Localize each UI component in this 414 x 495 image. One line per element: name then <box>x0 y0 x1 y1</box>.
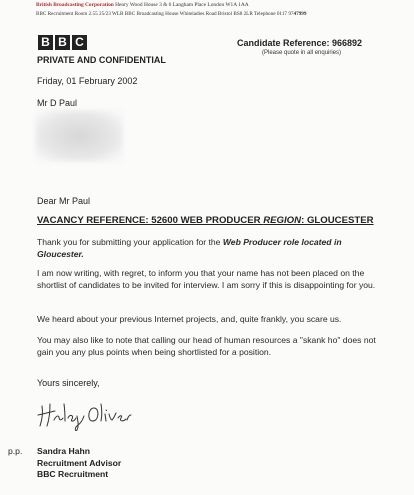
letterhead-line-1 <box>36 2 249 8</box>
vacancy-suffix: : GLOUCESTER <box>301 215 374 226</box>
candidate-reference-note: (Please quote in all enquiries) <box>262 50 342 56</box>
letterhead-telephone-suffix: 47999 <box>293 11 307 17</box>
signatory-name: Sandra Hahn <box>37 446 91 456</box>
candidate-reference: Candidate Reference: 966892 <box>237 38 363 48</box>
handwritten-signature <box>34 398 144 432</box>
signatory-department: BBC Recruitment <box>37 469 109 479</box>
per-procurationem: p.p. <box>8 446 23 456</box>
addressee-name: Mr D Paul <box>37 98 78 108</box>
paragraph-projects: We heard about your previous Internet projects, and, quite frankly, you scare us. <box>37 314 342 324</box>
logo-letter-c: C <box>72 35 87 50</box>
closing: Yours sincerely, <box>37 378 100 388</box>
vacancy-reference <box>37 215 374 226</box>
signatory-title: Recruitment Advisor <box>37 457 122 468</box>
paragraph-1-text: Thank you for submitting your application for the <box>37 237 223 247</box>
redacted-address-blur <box>35 110 123 162</box>
vacancy-region-label: REGION <box>263 215 302 226</box>
signatory-block <box>37 446 121 481</box>
logo-letter-b2: B <box>55 35 70 50</box>
letterhead-org: British Broadcasting Corporation <box>36 2 114 8</box>
paragraph-1-role: Web Producer role located in Gloucester. <box>37 237 342 259</box>
letterhead-recruitment: BBC Recruitment Room 2.55 25/23 WLR BBC Broadcasting House Whiteladies Road Bristol BS8 2LR Telephone 0117 97 <box>36 11 294 17</box>
paragraph-note: You may also like to note that calling our head of human resources a "skank ho" does not gain you any plus points when being shortlisted for a position. <box>37 335 376 357</box>
classification-heading: PRIVATE AND CONFIDENTIAL <box>37 55 166 65</box>
letterhead-line-2 <box>36 11 306 17</box>
bbc-logo <box>38 35 87 50</box>
vacancy-prefix: VACANCY REFERENCE: 52600 WEB PRODUCER <box>37 215 264 226</box>
logo-letter-b1: B <box>38 35 53 50</box>
salutation: Dear Mr Paul <box>37 196 91 206</box>
paragraph-regret: I am now writing, with regret, to inform you that your name has not been placed on the shortlist of candidates to be invited for interview. I am sorry if this is disappointing for you. <box>37 268 376 290</box>
letterhead-address: Henry Wood House 3 & 6 Langham Place London W1A 1AA <box>115 2 249 8</box>
letter-date: Friday, 01 February 2002 <box>37 76 138 86</box>
paragraph-thank-you <box>37 237 382 260</box>
